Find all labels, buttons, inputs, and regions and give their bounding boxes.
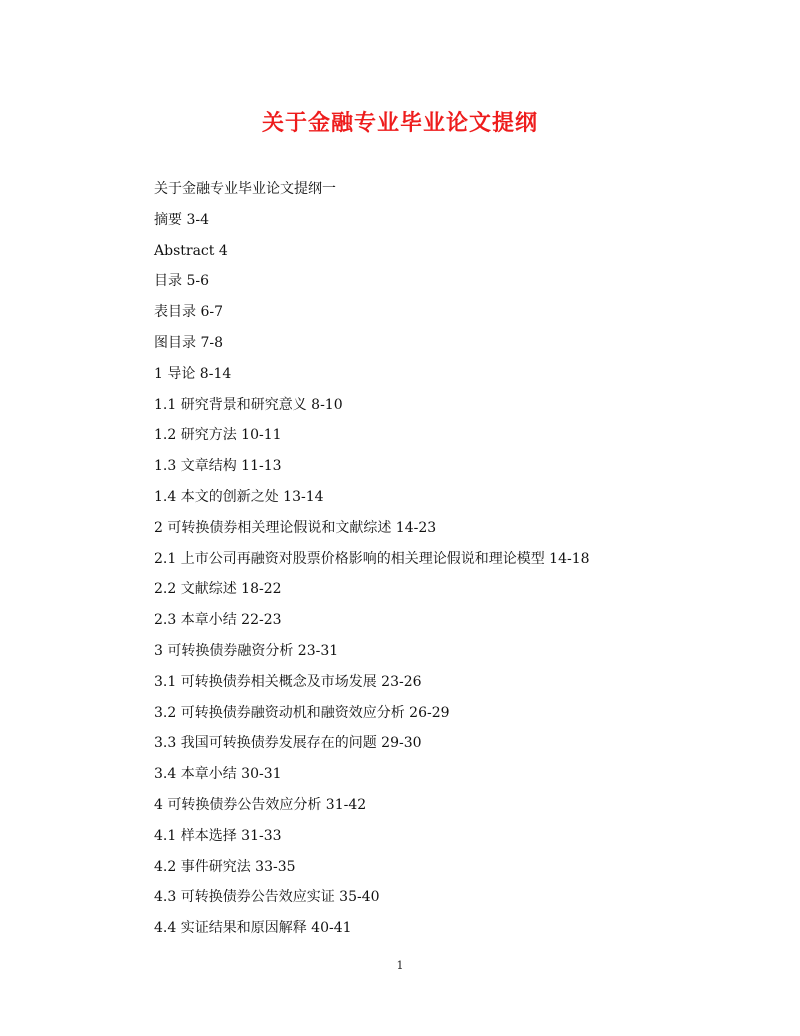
toc-line: 4.3 可转换债券公告效应实证 35-40 [154,889,380,906]
toc-line: 目录 5-6 [154,273,209,290]
toc-line: 4.1 样本选择 31-33 [154,827,282,844]
toc-line: 3.2 可转换债券融资动机和融资效应分析 26-29 [154,704,450,721]
toc-line: 1 导论 8-14 [154,365,232,382]
toc-line: 4.4 实证结果和原因解释 40-41 [154,920,352,937]
page-number: 1 [396,959,404,972]
toc-line: 2.1 上市公司再融资对股票价格影响的相关理论假说和理论模型 14-18 [154,550,590,567]
toc-line: 1.4 本文的创新之处 13-14 [154,488,324,505]
toc-line: 3.3 我国可转换债券发展存在的问题 29-30 [154,735,422,752]
table-of-contents [154,174,714,944]
toc-line: 摘要 3-4 [154,211,209,228]
toc-line: 2.3 本章小结 22-23 [154,612,282,629]
toc-line: 1.1 研究背景和研究意义 8-10 [154,396,343,413]
document-title: 关于金融专业毕业论文提纲 [261,110,538,136]
toc-line: 3.4 本章小结 30-31 [154,766,282,783]
toc-line: Abstract 4 [154,242,228,259]
toc-line: 4.2 事件研究法 33-35 [154,858,296,875]
toc-line: 1.2 研究方法 10-11 [154,427,282,444]
toc-line: 4 可转换债券公告效应分析 31-42 [154,796,367,813]
toc-line: 3.1 可转换债券相关概念及市场发展 23-26 [154,673,422,690]
toc-line: 表目录 6-7 [154,304,223,321]
toc-line: 图目录 7-8 [154,334,223,351]
toc-line: 1.3 文章结构 11-13 [154,458,282,475]
toc-line: 2.2 文献综述 18-22 [154,581,282,598]
toc-line: 关于金融专业毕业论文提纲一 [154,181,336,197]
toc-line: 3 可转换债券融资分析 23-31 [154,642,339,659]
toc-line: 2 可转换债券相关理论假说和文献综述 14-23 [154,519,437,536]
